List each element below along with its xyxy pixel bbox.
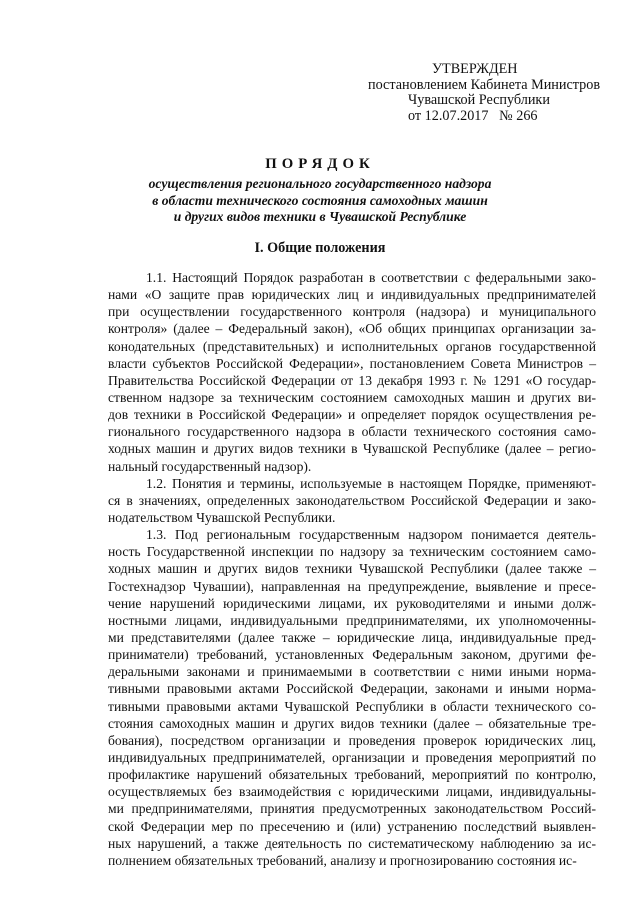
text-line: деральными законами и принимаемыми в соответствии с ними иными норма-	[108, 664, 596, 680]
paragraph-2	[108, 475, 596, 526]
text-line: тивными правовыми актами Российской Федерации, законами и иными норма-	[108, 681, 596, 697]
text-line: власти субъектов Российской Федерации», постановлением Совета Министров –	[108, 355, 596, 371]
approval-region: Чувашской Республики	[408, 92, 550, 109]
approval-heading: УТВЕРЖДЕН	[432, 61, 518, 77]
text-line: индивидуальных предпринимателей, организации и проведения мероприятий по	[108, 749, 596, 765]
text-line: нами «О защите прав юридических лиц и индивидуальных предпринимателей	[108, 287, 596, 303]
text-line: ся в значениях, определенных законодательством Российской Федерации и зако-	[108, 492, 596, 508]
approval-authority: постановлением Кабинета Министров	[368, 76, 601, 93]
text-line: ми предпринимателями, принятия предусмотренных законодательством Россий-	[108, 801, 596, 817]
approval-date-number: от 12.07.2017 № 266	[408, 107, 538, 124]
text-line: стояния самоходных машин и других видов техники (далее – обязательные тре-	[108, 715, 596, 731]
document-title: ПОРЯДОК	[265, 156, 375, 172]
text-line: 1.3. Под региональным государственным надзором понимается деятель-	[146, 527, 596, 543]
text-line: Гостехнадзор Чувашии), направленная на предупреждение, выявление и пресе-	[108, 578, 596, 594]
text-line: дов техники в Российской Федерации» и определяет порядок осуществления ре-	[108, 407, 596, 423]
subtitle-line: в области технического состояния самоходных машин	[152, 192, 488, 208]
text-line: ми представителями (далее также – юридические лица, индивидуальные пред-	[108, 629, 596, 645]
text-line: бования), посредством организации и проведения проверок юридических лиц,	[108, 732, 596, 748]
text-line: ность Государственной инспекции по надзору за техническим состоянием само-	[108, 544, 596, 560]
text-line: при осуществлении государственного контроля (надзора) и муниципального	[108, 304, 596, 320]
text-line: нодательством Чувашской Республики.	[108, 509, 336, 525]
paragraph-1	[108, 269, 596, 475]
text-line: профилактике нарушений обязательных требований, мероприятий по контролю,	[108, 767, 596, 783]
subtitle-line: осуществления регионального государственного надзора	[148, 176, 492, 191]
text-line: ской Федерации мер по пресечению и (или) устранению последствий выявлен-	[108, 818, 596, 834]
text-line: контроля» (далее – Федеральный закон), «Об общих принципах организации за-	[108, 321, 596, 337]
text-line: 1.1. Настоящий Порядок разработан в соответствии с федеральными зако-	[146, 270, 596, 285]
text-line: 1.2. Понятия и термины, используемые в настоящем Порядке, применяют-	[146, 475, 596, 491]
text-line: полнением обязательных требований, анализу и прогнозированию состояния ис-	[108, 852, 577, 868]
document-subtitle	[0, 176, 640, 226]
text-line: ственном надзоре за техническим состоянием самоходных машин и других ви-	[108, 389, 596, 405]
text-line: конодательных (представительных) и исполнительных органов государственной	[108, 338, 596, 354]
text-line: ходных машин и других видов техники Чувашской Республики (далее также –	[108, 561, 596, 577]
text-line: ных нарушений, а также деятельность по систематическому наблюдению за ис-	[108, 835, 596, 851]
document-body	[108, 269, 596, 869]
text-line: нальный государственный надзор).	[108, 458, 312, 474]
approval-stamp	[368, 62, 618, 124]
text-line: гионального государственного надзора в области технического состояния само-	[108, 424, 596, 440]
subtitle-line: и других видов техники в Чувашской Республике	[173, 209, 467, 225]
text-line: Правительства Российской Федерации от 13 декабря 1993 г. № 1291 «О государ-	[108, 372, 596, 388]
text-line: приниматели) требований, установленных Федеральным законом, другими фе-	[108, 647, 596, 663]
text-line: осуществляемых без взаимодействия с юридическими лицами, индивидуальны-	[108, 784, 596, 800]
text-line: тивными правовыми актами Чувашской Республики в области технического со-	[108, 698, 596, 714]
text-line: чение нарушений юридическими лицами, их руководителями и иными долж-	[108, 595, 596, 611]
text-line: ностными лицами, индивидуальными предпринимателями, их уполномоченны-	[108, 612, 596, 628]
text-line: ходных машин и других видов техники в Чувашской Республике (далее – регио-	[108, 441, 596, 457]
paragraph-3	[108, 526, 596, 869]
section-heading: I. Общие положения	[254, 240, 386, 256]
